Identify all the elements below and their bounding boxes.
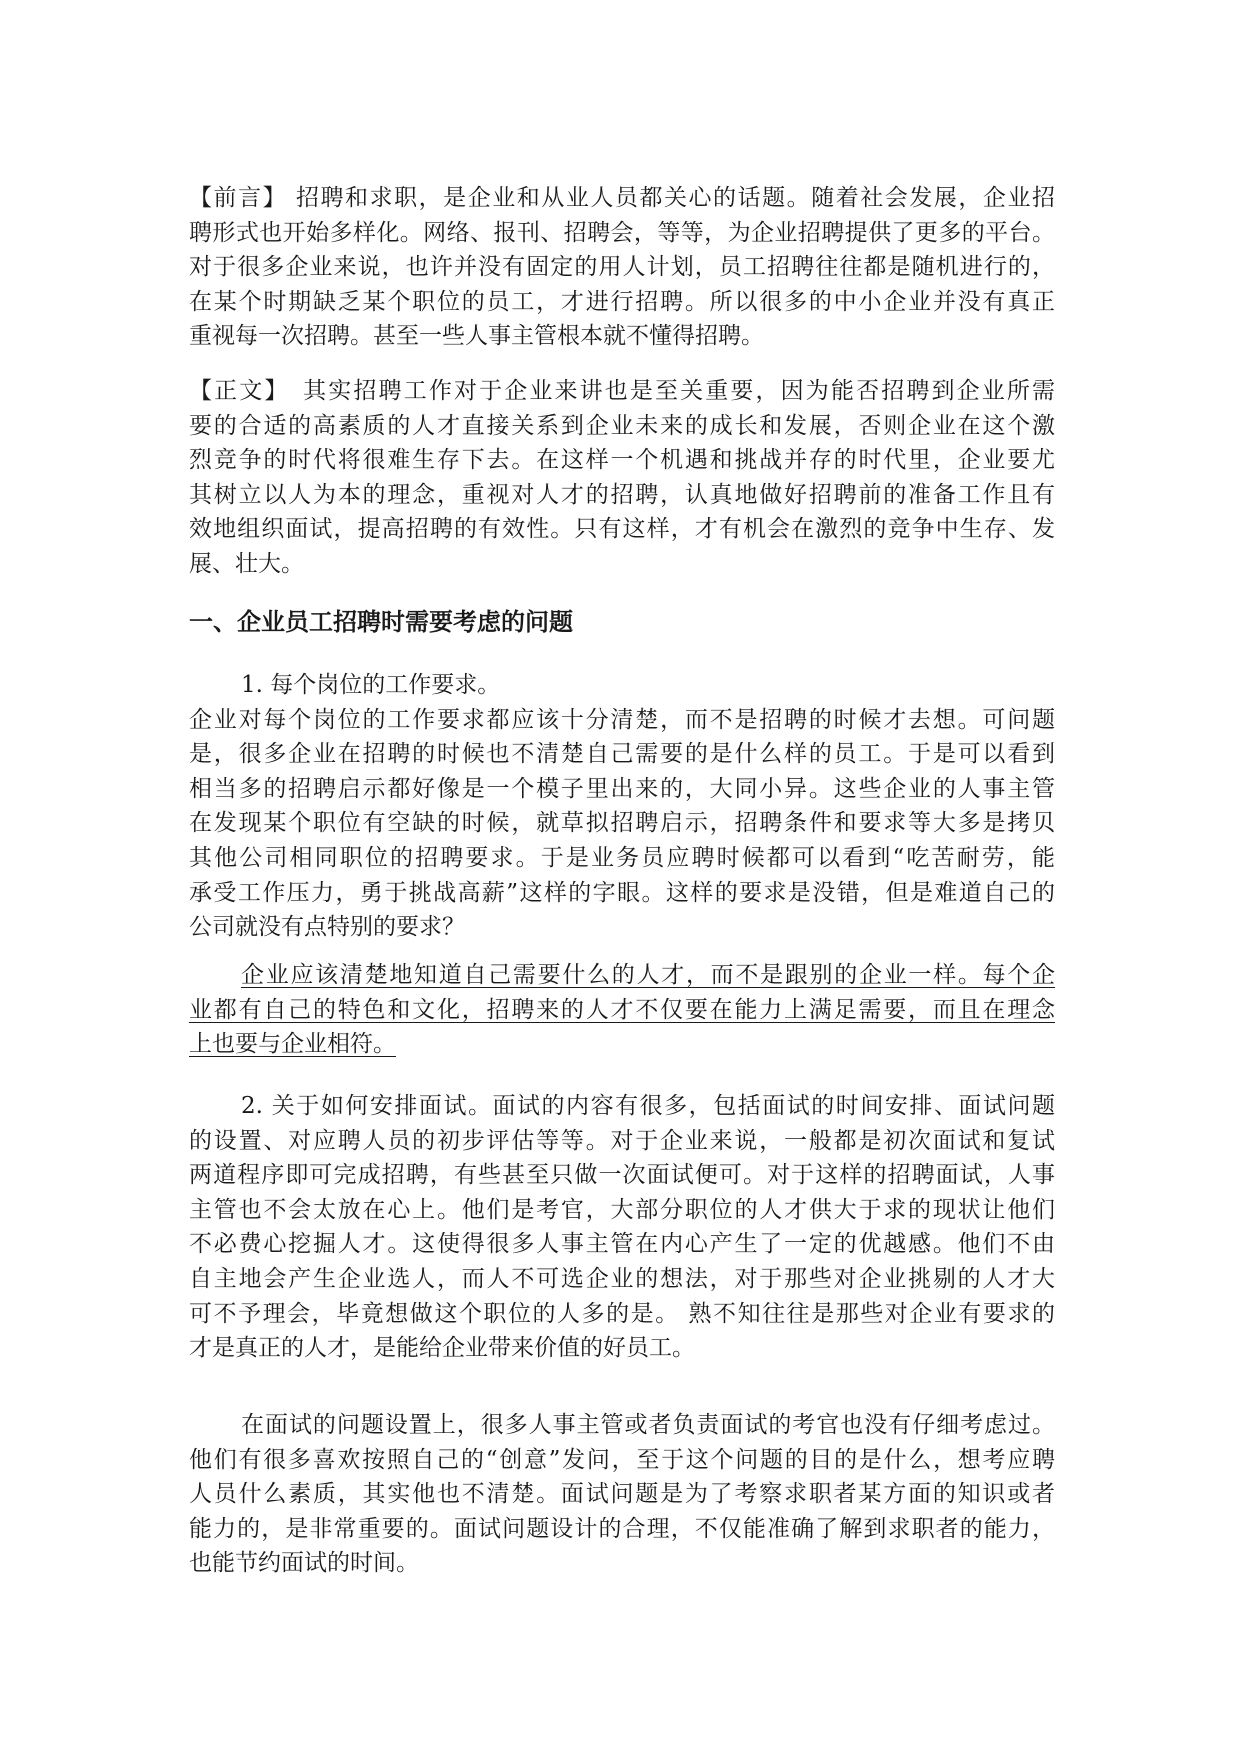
item1-line: 承受工作压力，勇于挑战高薪”这样的字眼。这样的要求是没错，但是难道自己的 <box>189 879 1055 906</box>
item1-title: 1. 每个岗位的工作要求。 <box>241 672 501 698</box>
preface-line: 对于很多企业来说，也许并没有固定的用人计划，员工招聘往往都是随机进行的， <box>189 254 1055 281</box>
item2-line: 2. 关于如何安排面试。面试的内容有很多，包括面试的时间安排、面试问题 <box>241 1093 1055 1119</box>
item2-paragraph <box>189 1089 1055 1366</box>
underlined-line: 企业应该清楚地知道自己需要什么的人才，而不是跟别的企业一样。每个企 <box>241 962 1055 988</box>
interview-line: 在面试的问题设置上，很多人事主管或者负责面试的考官也没有仔细考虑过。 <box>241 1412 1055 1438</box>
underlined-line-wrap <box>189 1027 1055 1062</box>
preface-line: 聘形式也开始多样化。网络、报刊、招聘会，等等，为企业招聘提供了更多的平台。 <box>189 219 1055 246</box>
item2-line: 可不予理会，毕竟想做这个职位的人多的是。 熟不知往往是那些对企业有要求的 <box>189 1300 1055 1327</box>
preface-paragraph <box>189 181 1055 354</box>
underlined-line: 业都有自己的特色和文化，招聘来的人才不仅要在能力上满足需要，而且在理念 <box>189 996 1055 1023</box>
interview-line: 他们有很多喜欢按照自己的“创意”发问，至于这个问题的目的是什么，想考应聘 <box>189 1446 1055 1473</box>
section-heading: 一、企业员工招聘时需要考虑的问题 <box>189 608 573 636</box>
interview-line: 人员什么素质，其实他也不清楚。面试问题是为了考察求职者某方面的知识或者 <box>189 1481 1055 1508</box>
underlined-line: 上也要与企业相符。 <box>189 1031 396 1058</box>
preface-line: 在某个时期缺乏某个职位的员工，才进行招聘。所以很多的中小企业并没有真正 <box>189 288 1055 315</box>
body-intro-paragraph <box>189 374 1055 582</box>
item2-line: 不必费心挖掘人才。这使得很多人事主管在内心产生了一定的优越感。他们不由 <box>189 1231 1055 1258</box>
body-line: 效地组织面试，提高招聘的有效性。只有这样，才有机会在激烈的竞争中生存、发 <box>189 516 1055 543</box>
body-line: 展、壮大。 <box>189 550 304 577</box>
item1-line: 相当多的招聘启示都好像是一个模子里出来的，大同小异。这些企业的人事主管 <box>189 775 1055 802</box>
item2-line: 主管也不会太放在心上。他们是考官，大部分职位的人才供大于求的现状让他们 <box>189 1196 1055 1223</box>
item1-line: 在发现某个职位有空缺的时候，就草拟招聘启示，招聘条件和要求等大多是拷贝 <box>189 810 1055 837</box>
item1-line: 公司就没有点特别的要求？ <box>189 914 465 941</box>
preface-line: 【前言】 招聘和求职，是企业和从业人员都关心的话题。随着社会发展，企业招 <box>189 185 1055 211</box>
interview-line: 能力的，是非常重要的。面试问题设计的合理，不仅能准确了解到求职者的能力， <box>189 1515 1055 1542</box>
body-line: 其树立以人为本的理念，重视对人才的招聘，认真地做好招聘前的准备工作且有 <box>189 481 1055 508</box>
preface-line: 重视每一次招聘。甚至一些人事主管根本就不懂得招聘。 <box>189 323 764 350</box>
item2-line: 两道程序即可完成招聘，有些甚至只做一次面试便可。对于这样的招聘面试，人事 <box>189 1162 1055 1189</box>
underlined-paragraph <box>189 958 1055 1062</box>
item2-line: 的设置、对应聘人员的初步评估等等。对于企业来说，一般都是初次面试和复试 <box>189 1127 1055 1154</box>
body-line: 烈竞争的时代将很难生存下去。在这样一个机遇和挑战并存的时代里，企业要尤 <box>189 447 1055 474</box>
item2-line: 才是真正的人才，是能给企业带来价值的好员工。 <box>189 1335 695 1362</box>
item1-line: 其他公司相同职位的招聘要求。于是业务员应聘时候都可以看到“吃苦耐劳，能 <box>189 844 1055 871</box>
item1-line: 企业对每个岗位的工作要求都应该十分清楚，而不是招聘的时候才去想。可问题 <box>189 706 1055 733</box>
interview-line: 也能节约面试的时间。 <box>189 1550 419 1577</box>
body-line: 【正文】 其实招聘工作对于企业来讲也是至关重要，因为能否招聘到企业所需 <box>189 378 1055 404</box>
item1-line: 是，很多企业在招聘的时候也不清楚自己需要的是什么样的员工。于是可以看到 <box>189 741 1055 768</box>
interview-paragraph <box>189 1408 1055 1581</box>
body-line: 要的合适的高素质的人才直接关系到企业未来的成长和发展，否则企业在这个激 <box>189 412 1055 439</box>
item1-paragraph <box>189 668 1055 945</box>
item2-line: 自主地会产生企业选人，而人不可选企业的想法，对于那些对企业挑剔的人才大 <box>189 1265 1055 1292</box>
